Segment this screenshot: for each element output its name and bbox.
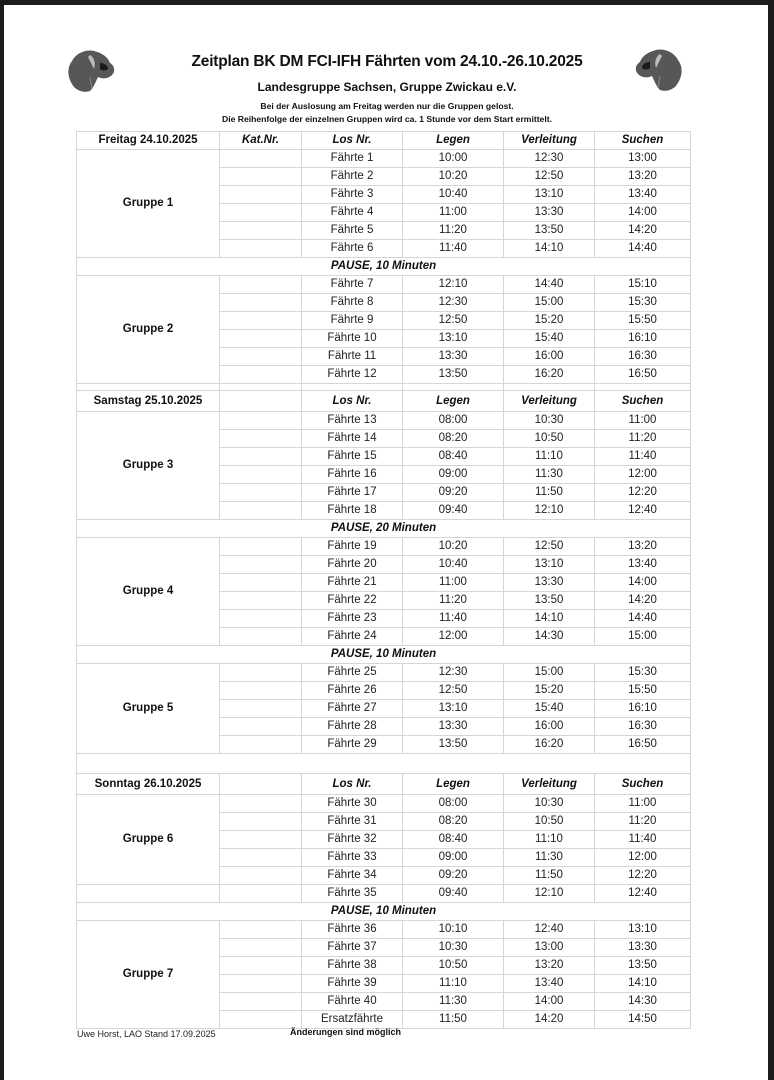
kat-cell (220, 736, 302, 754)
col-header-verleitung: Verleitung (504, 774, 595, 795)
verleitung-cell: 13:00 (504, 939, 595, 957)
verleitung-cell: 16:00 (504, 348, 595, 366)
kat-cell (220, 849, 302, 867)
suchen-cell: 14:30 (595, 993, 691, 1011)
table-row (77, 538, 691, 556)
pause-row (77, 903, 691, 921)
verleitung-cell: 15:20 (504, 312, 595, 330)
suchen-cell: 14:10 (595, 975, 691, 993)
legen-cell: 11:00 (403, 574, 504, 592)
kat-cell (220, 294, 302, 312)
suchen-cell: 15:30 (595, 664, 691, 682)
kat-cell (220, 718, 302, 736)
pause-row (77, 646, 691, 664)
author-stand-note: Uwe Horst, LAO Stand 17.09.2025 (77, 1029, 216, 1039)
table-row (77, 276, 691, 294)
verleitung-cell: 12:40 (504, 921, 595, 939)
verleitung-cell: 11:50 (504, 484, 595, 502)
day-label-saturday: Samstag 25.10.2025 (77, 391, 220, 412)
table-row (77, 885, 691, 903)
group-label: Gruppe 3 (77, 412, 220, 520)
col-header-suchen: Suchen (595, 391, 691, 412)
kat-cell (220, 348, 302, 366)
verleitung-cell: 12:10 (504, 502, 595, 520)
suchen-cell: 13:40 (595, 186, 691, 204)
los-cell: Fährte 3 (302, 186, 403, 204)
table-row (77, 150, 691, 168)
order-note: Die Reihenfolge der einzelnen Gruppen wird ca. 1 Stunde vor dem Start ermittelt. (222, 114, 552, 124)
col-header-verleitung: Verleitung (504, 391, 595, 412)
legen-cell: 11:40 (403, 240, 504, 258)
suchen-cell: 14:00 (595, 574, 691, 592)
organizer-subtitle: Landesgruppe Sachsen, Gruppe Zwickau e.V. (257, 80, 517, 94)
suchen-cell: 12:20 (595, 867, 691, 885)
legen-cell: 08:20 (403, 813, 504, 831)
suchen-cell: 16:10 (595, 700, 691, 718)
suchen-cell: 13:40 (595, 556, 691, 574)
verleitung-cell: 13:20 (504, 957, 595, 975)
kat-cell (220, 222, 302, 240)
pause-label: PAUSE, 10 Minuten (77, 258, 691, 276)
los-cell: Fährte 5 (302, 222, 403, 240)
group-label: Gruppe 4 (77, 538, 220, 646)
los-cell: Fährte 33 (302, 849, 403, 867)
kat-cell (220, 330, 302, 348)
legen-cell: 09:40 (403, 885, 504, 903)
pause-label: PAUSE, 10 Minuten (77, 903, 691, 921)
table-row (77, 412, 691, 430)
col-header-legen: Legen (403, 132, 504, 150)
suchen-cell: 12:20 (595, 484, 691, 502)
legen-cell: 10:00 (403, 150, 504, 168)
legen-cell: 09:20 (403, 867, 504, 885)
verleitung-cell: 11:10 (504, 448, 595, 466)
los-cell: Fährte 9 (302, 312, 403, 330)
col-header-suchen: Suchen (595, 132, 691, 150)
kat-cell (220, 921, 302, 939)
suchen-cell: 12:00 (595, 466, 691, 484)
los-cell: Fährte 7 (302, 276, 403, 294)
legen-cell: 13:10 (403, 330, 504, 348)
los-cell: Fährte 14 (302, 430, 403, 448)
verleitung-cell: 11:10 (504, 831, 595, 849)
los-cell: Fährte 30 (302, 795, 403, 813)
los-cell: Fährte 13 (302, 412, 403, 430)
legen-cell: 09:00 (403, 466, 504, 484)
legen-cell: 13:30 (403, 718, 504, 736)
legen-cell: 09:00 (403, 849, 504, 867)
los-cell: Fährte 18 (302, 502, 403, 520)
suchen-cell: 15:00 (595, 628, 691, 646)
legen-cell: 12:50 (403, 312, 504, 330)
col-header-los: Los Nr. (302, 132, 403, 150)
los-cell: Fährte 21 (302, 574, 403, 592)
suchen-cell: 12:40 (595, 502, 691, 520)
verleitung-cell: 12:50 (504, 538, 595, 556)
verleitung-cell: 11:50 (504, 867, 595, 885)
kat-cell (220, 975, 302, 993)
suchen-cell: 11:40 (595, 831, 691, 849)
suchen-cell: 13:00 (595, 150, 691, 168)
kat-cell (220, 813, 302, 831)
suchen-cell: 16:50 (595, 736, 691, 754)
table-row (77, 795, 691, 813)
verleitung-cell: 14:30 (504, 628, 595, 646)
kat-cell (220, 240, 302, 258)
kat-cell (220, 831, 302, 849)
suchen-cell: 14:20 (595, 592, 691, 610)
verleitung-cell: 14:00 (504, 993, 595, 1011)
verleitung-cell: 14:20 (504, 1011, 595, 1029)
kat-cell (220, 867, 302, 885)
legen-cell: 11:10 (403, 975, 504, 993)
pause-row (77, 520, 691, 538)
legen-cell: 10:20 (403, 538, 504, 556)
group-cell-empty (77, 885, 220, 903)
legen-cell: 10:20 (403, 168, 504, 186)
legen-cell: 09:20 (403, 484, 504, 502)
verleitung-cell: 10:30 (504, 795, 595, 813)
verleitung-cell: 10:50 (504, 430, 595, 448)
kat-cell (220, 939, 302, 957)
changes-note: Änderungen sind möglich (290, 1027, 402, 1037)
los-cell: Fährte 37 (302, 939, 403, 957)
day-header-row (77, 132, 691, 150)
table-row (77, 921, 691, 939)
group-label: Gruppe 1 (77, 150, 220, 258)
kat-cell (220, 366, 302, 384)
pause-row (77, 258, 691, 276)
day-label-sunday: Sonntag 26.10.2025 (77, 774, 220, 795)
suchen-cell: 12:00 (595, 849, 691, 867)
los-cell: Ersatzfährte (302, 1011, 403, 1029)
legen-cell: 11:50 (403, 1011, 504, 1029)
draw-note: Bei der Auslosung am Freitag werden nur die Gruppen gelost. (260, 101, 514, 111)
col-header-verleitung: Verleitung (504, 132, 595, 150)
los-cell: Fährte 17 (302, 484, 403, 502)
suchen-cell: 14:50 (595, 1011, 691, 1029)
kat-cell (220, 448, 302, 466)
col-header-los: Los Nr. (302, 774, 403, 795)
verleitung-cell: 13:50 (504, 592, 595, 610)
page-title: Zeitplan BK DM FCI-IFH Fährten vom 24.10.-26.10.2025 (191, 53, 583, 70)
group-label: Gruppe 7 (77, 921, 220, 1029)
kat-cell (220, 430, 302, 448)
legen-cell: 12:50 (403, 682, 504, 700)
los-cell: Fährte 11 (302, 348, 403, 366)
suchen-cell: 14:40 (595, 240, 691, 258)
verleitung-cell: 11:30 (504, 466, 595, 484)
suchen-cell: 13:50 (595, 957, 691, 975)
legen-cell: 08:20 (403, 430, 504, 448)
legen-cell: 08:40 (403, 831, 504, 849)
legen-cell: 10:40 (403, 186, 504, 204)
los-cell: Fährte 22 (302, 592, 403, 610)
los-cell: Fährte 40 (302, 993, 403, 1011)
los-cell: Fährte 32 (302, 831, 403, 849)
los-cell: Fährte 35 (302, 885, 403, 903)
suchen-cell: 16:10 (595, 330, 691, 348)
col-header-legen: Legen (403, 774, 504, 795)
legen-cell: 12:30 (403, 664, 504, 682)
kat-cell (220, 312, 302, 330)
verleitung-cell: 16:20 (504, 736, 595, 754)
legen-cell: 12:10 (403, 276, 504, 294)
kat-cell (220, 502, 302, 520)
verleitung-cell: 13:10 (504, 186, 595, 204)
suchen-cell: 13:10 (595, 921, 691, 939)
verleitung-cell: 13:30 (504, 574, 595, 592)
suchen-cell: 14:40 (595, 610, 691, 628)
kat-cell (220, 538, 302, 556)
los-cell: Fährte 4 (302, 204, 403, 222)
los-cell: Fährte 2 (302, 168, 403, 186)
verleitung-cell: 13:10 (504, 556, 595, 574)
verleitung-cell: 14:10 (504, 240, 595, 258)
los-cell: Fährte 16 (302, 466, 403, 484)
los-cell: Fährte 27 (302, 700, 403, 718)
los-cell: Fährte 34 (302, 867, 403, 885)
suchen-cell: 13:20 (595, 538, 691, 556)
blank-spacer-row (77, 754, 691, 774)
los-cell: Fährte 1 (302, 150, 403, 168)
table-row (77, 664, 691, 682)
kat-cell (220, 276, 302, 294)
legen-cell: 12:00 (403, 628, 504, 646)
los-cell: Fährte 31 (302, 813, 403, 831)
suchen-cell: 15:50 (595, 682, 691, 700)
kat-cell (220, 993, 302, 1011)
los-cell: Fährte 38 (302, 957, 403, 975)
los-cell: Fährte 26 (302, 682, 403, 700)
legen-cell: 13:30 (403, 348, 504, 366)
legen-cell: 10:30 (403, 939, 504, 957)
verleitung-cell: 13:30 (504, 204, 595, 222)
suchen-cell: 16:50 (595, 366, 691, 384)
kat-cell (220, 592, 302, 610)
verleitung-cell: 15:20 (504, 682, 595, 700)
kat-cell (220, 610, 302, 628)
col-header-kat: Kat.Nr. (220, 132, 302, 150)
los-cell: Fährte 23 (302, 610, 403, 628)
verleitung-cell: 10:30 (504, 412, 595, 430)
legen-cell: 10:10 (403, 921, 504, 939)
los-cell: Fährte 12 (302, 366, 403, 384)
los-cell: Fährte 28 (302, 718, 403, 736)
day-header-row (77, 391, 691, 412)
group-label: Gruppe 2 (77, 276, 220, 384)
suchen-cell: 11:40 (595, 448, 691, 466)
verleitung-cell: 15:00 (504, 294, 595, 312)
legen-cell: 13:50 (403, 736, 504, 754)
los-cell: Fährte 8 (302, 294, 403, 312)
kat-cell (220, 484, 302, 502)
kat-header-empty (220, 391, 302, 412)
suchen-cell: 16:30 (595, 348, 691, 366)
los-cell: Fährte 20 (302, 556, 403, 574)
suchen-cell: 16:30 (595, 718, 691, 736)
kat-cell (220, 204, 302, 222)
kat-cell (220, 795, 302, 813)
suchen-cell: 11:00 (595, 412, 691, 430)
legen-cell: 12:30 (403, 294, 504, 312)
los-cell: Fährte 10 (302, 330, 403, 348)
legen-cell: 11:20 (403, 592, 504, 610)
suchen-cell: 14:20 (595, 222, 691, 240)
legen-cell: 11:40 (403, 610, 504, 628)
los-cell: Fährte 39 (302, 975, 403, 993)
legen-cell: 09:40 (403, 502, 504, 520)
col-header-suchen: Suchen (595, 774, 691, 795)
kat-cell (220, 1011, 302, 1029)
verleitung-cell: 15:00 (504, 664, 595, 682)
legen-cell: 10:40 (403, 556, 504, 574)
kat-cell (220, 556, 302, 574)
pause-label: PAUSE, 20 Minuten (77, 520, 691, 538)
kat-cell (220, 957, 302, 975)
los-cell: Fährte 29 (302, 736, 403, 754)
verleitung-cell: 15:40 (504, 700, 595, 718)
kat-header-empty (220, 774, 302, 795)
verleitung-cell: 15:40 (504, 330, 595, 348)
legen-cell: 11:20 (403, 222, 504, 240)
day-header-row (77, 774, 691, 795)
day-label-friday: Freitag 24.10.2025 (77, 132, 220, 150)
legen-cell: 08:40 (403, 448, 504, 466)
kat-cell (220, 150, 302, 168)
suchen-cell: 15:50 (595, 312, 691, 330)
kat-cell (220, 664, 302, 682)
kat-cell (220, 628, 302, 646)
group-label: Gruppe 5 (77, 664, 220, 754)
kat-cell (220, 168, 302, 186)
legen-cell: 08:00 (403, 412, 504, 430)
suchen-cell: 11:20 (595, 430, 691, 448)
suchen-cell: 11:00 (595, 795, 691, 813)
legen-cell: 11:30 (403, 993, 504, 1011)
verleitung-cell: 12:30 (504, 150, 595, 168)
los-cell: Fährte 19 (302, 538, 403, 556)
legen-cell: 08:00 (403, 795, 504, 813)
suchen-cell: 11:20 (595, 813, 691, 831)
los-cell: Fährte 25 (302, 664, 403, 682)
los-cell: Fährte 6 (302, 240, 403, 258)
suchen-cell: 15:30 (595, 294, 691, 312)
verleitung-cell: 11:30 (504, 849, 595, 867)
kat-cell (220, 186, 302, 204)
col-header-legen: Legen (403, 391, 504, 412)
verleitung-cell: 12:50 (504, 168, 595, 186)
suchen-cell: 14:00 (595, 204, 691, 222)
verleitung-cell: 13:40 (504, 975, 595, 993)
verleitung-cell: 10:50 (504, 813, 595, 831)
verleitung-cell: 16:00 (504, 718, 595, 736)
verleitung-cell: 13:50 (504, 222, 595, 240)
suchen-cell: 13:20 (595, 168, 691, 186)
legen-cell: 11:00 (403, 204, 504, 222)
legen-cell: 10:50 (403, 957, 504, 975)
legen-cell: 13:50 (403, 366, 504, 384)
suchen-cell: 15:10 (595, 276, 691, 294)
legen-cell: 13:10 (403, 700, 504, 718)
verleitung-cell: 16:20 (504, 366, 595, 384)
los-cell: Fährte 15 (302, 448, 403, 466)
kat-cell (220, 412, 302, 430)
kat-cell (220, 682, 302, 700)
schedule-table (76, 131, 691, 1029)
kat-cell (220, 466, 302, 484)
group-label: Gruppe 6 (77, 795, 220, 885)
los-cell: Fährte 24 (302, 628, 403, 646)
pause-label: PAUSE, 10 Minuten (77, 646, 691, 664)
verleitung-cell: 14:40 (504, 276, 595, 294)
kat-cell (220, 885, 302, 903)
kat-cell (220, 574, 302, 592)
los-cell: Fährte 36 (302, 921, 403, 939)
suchen-cell: 12:40 (595, 885, 691, 903)
verleitung-cell: 12:10 (504, 885, 595, 903)
verleitung-cell: 14:10 (504, 610, 595, 628)
kat-cell (220, 700, 302, 718)
separator-row (77, 384, 691, 391)
col-header-los: Los Nr. (302, 391, 403, 412)
suchen-cell: 13:30 (595, 939, 691, 957)
